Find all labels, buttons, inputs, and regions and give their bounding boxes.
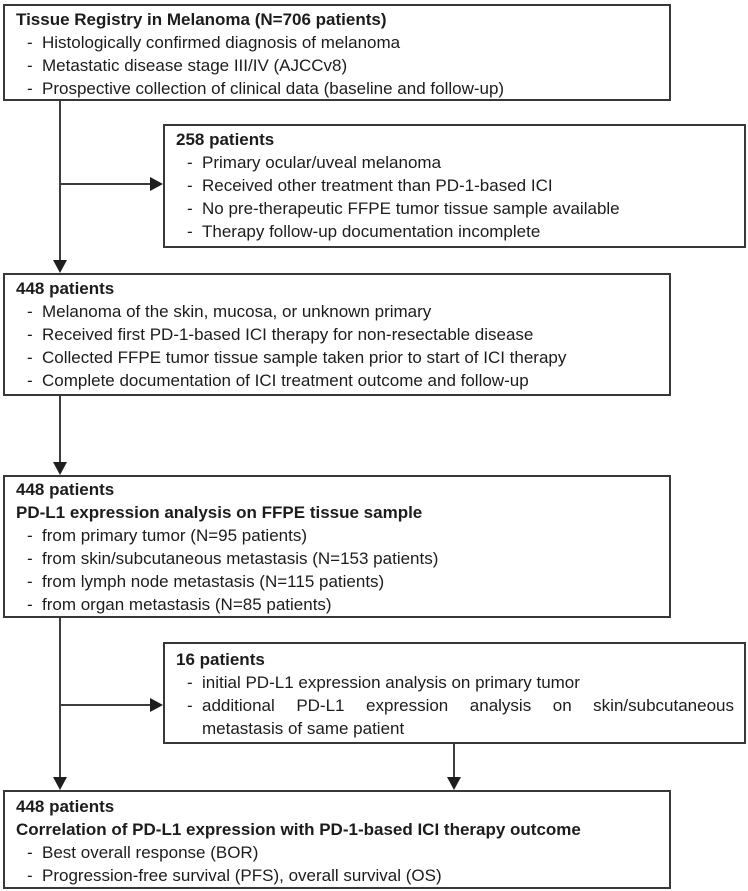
list-item-text: from primary tumor (N=95 patients)	[42, 526, 307, 545]
connector-branch-to-additional	[59, 704, 151, 706]
list-item-text: Histologically confirmed diagnosis of melanoma	[42, 33, 401, 52]
arrowhead-into-correlation-right	[447, 777, 461, 790]
box-title: 448 patients	[16, 480, 115, 499]
list-item	[16, 346, 659, 369]
list-item-text: from organ metastasis (N=85 patients)	[42, 595, 332, 614]
list-item	[176, 671, 734, 694]
list-item	[16, 864, 659, 887]
connector-branch-to-excluded	[59, 183, 151, 185]
list-item-text: Complete documentation of ICI treatment outcome and follow-up	[42, 371, 529, 390]
list-item	[176, 151, 734, 174]
list-item-text: Received other treatment than PD-1-based ICI	[202, 176, 553, 195]
list-item	[176, 174, 734, 197]
list-item	[16, 593, 659, 616]
list-item-text: Primary ocular/uveal melanoma	[202, 153, 442, 172]
arrowhead-into-correlation-left	[53, 777, 67, 790]
box-included-patients	[3, 273, 671, 396]
box-excluded-patients	[163, 124, 746, 248]
bullet-dash: -	[187, 673, 193, 692]
connector-pdl1-to-correlation	[59, 618, 61, 778]
list-item	[16, 77, 659, 100]
box-pdl1-analysis	[3, 475, 671, 618]
list-item	[16, 369, 659, 392]
arrowhead-into-excluded	[150, 177, 163, 191]
list-item	[16, 547, 659, 570]
bullet-dash: -	[187, 176, 193, 195]
list-item-text: Melanoma of the skin, mucosa, or unknown primary	[42, 302, 432, 321]
bullet-dash: -	[27, 348, 33, 367]
box-correlation-outcome	[3, 790, 671, 889]
bullet-dash: -	[27, 371, 33, 390]
list-item	[176, 197, 734, 220]
bullet-dash: -	[27, 843, 33, 862]
box-additional-analysis	[163, 642, 746, 744]
bullet-dash: -	[27, 33, 33, 52]
list-item-text: initial PD-L1 expression analysis on primary tumor	[202, 673, 580, 692]
box-tissue-registry	[3, 4, 671, 101]
list-item	[176, 220, 734, 243]
list-item-text: from lymph node metastasis (N=115 patients)	[42, 572, 385, 591]
list-item	[16, 54, 659, 77]
bullet-dash: -	[187, 199, 193, 218]
bullet-dash: -	[27, 866, 33, 885]
list-item	[16, 300, 659, 323]
box-title: 16 patients	[176, 650, 265, 669]
box-subtitle: Correlation of PD-L1 expression with PD-1-based ICI therapy outcome	[16, 820, 581, 839]
list-item-text: from skin/subcutaneous metastasis (N=153 patients)	[42, 549, 439, 568]
list-item-text: Metastatic disease stage III/IV (AJCCv8)	[42, 56, 348, 75]
box-title: Tissue Registry in Melanoma (N=706 patients)	[16, 10, 387, 29]
list-item-text: Collected FFPE tumor tissue sample taken prior to start of ICI therapy	[42, 348, 567, 367]
connector-registry-to-included	[59, 101, 61, 261]
box-title: 258 patients	[176, 130, 275, 149]
bullet-dash: -	[27, 325, 33, 344]
bullet-dash: -	[27, 595, 33, 614]
bullet-dash: -	[27, 526, 33, 545]
bullet-dash: -	[27, 572, 33, 591]
list-item	[176, 694, 734, 740]
bullet-dash: -	[27, 549, 33, 568]
arrowhead-into-pdl1	[53, 462, 67, 475]
bullet-dash: -	[187, 153, 193, 172]
list-item-text: additional PD-L1 expression analysis on skin/subcutaneous metastasis of same patient	[202, 696, 734, 738]
list-item-text: Progression-free survival (PFS), overall survival (OS)	[42, 866, 442, 885]
bullet-dash: -	[27, 56, 33, 75]
box-title: 448 patients	[16, 797, 115, 816]
list-item-text: No pre-therapeutic FFPE tumor tissue sample available	[202, 199, 620, 218]
list-item-text: Best overall response (BOR)	[42, 843, 259, 862]
list-item-text: Received first PD-1-based ICI therapy for non-resectable disease	[42, 325, 534, 344]
bullet-dash: -	[27, 302, 33, 321]
list-item-text: Therapy follow-up documentation incomplete	[202, 222, 541, 241]
list-item	[16, 841, 659, 864]
arrowhead-into-included	[53, 260, 67, 273]
bullet-dash: -	[27, 79, 33, 98]
list-item	[16, 524, 659, 547]
bullet-dash: -	[187, 696, 193, 715]
connector-additional-to-correlation	[453, 744, 455, 778]
box-title: 448 patients	[16, 279, 115, 298]
list-item	[16, 570, 659, 593]
list-item	[16, 323, 659, 346]
arrowhead-into-additional	[150, 698, 163, 712]
list-item-text: Prospective collection of clinical data (baseline and follow-up)	[42, 79, 505, 98]
list-item	[16, 31, 659, 54]
box-subtitle: PD-L1 expression analysis on FFPE tissue sample	[16, 503, 423, 522]
connector-included-to-pdl1	[59, 396, 61, 463]
bullet-dash: -	[187, 222, 193, 241]
